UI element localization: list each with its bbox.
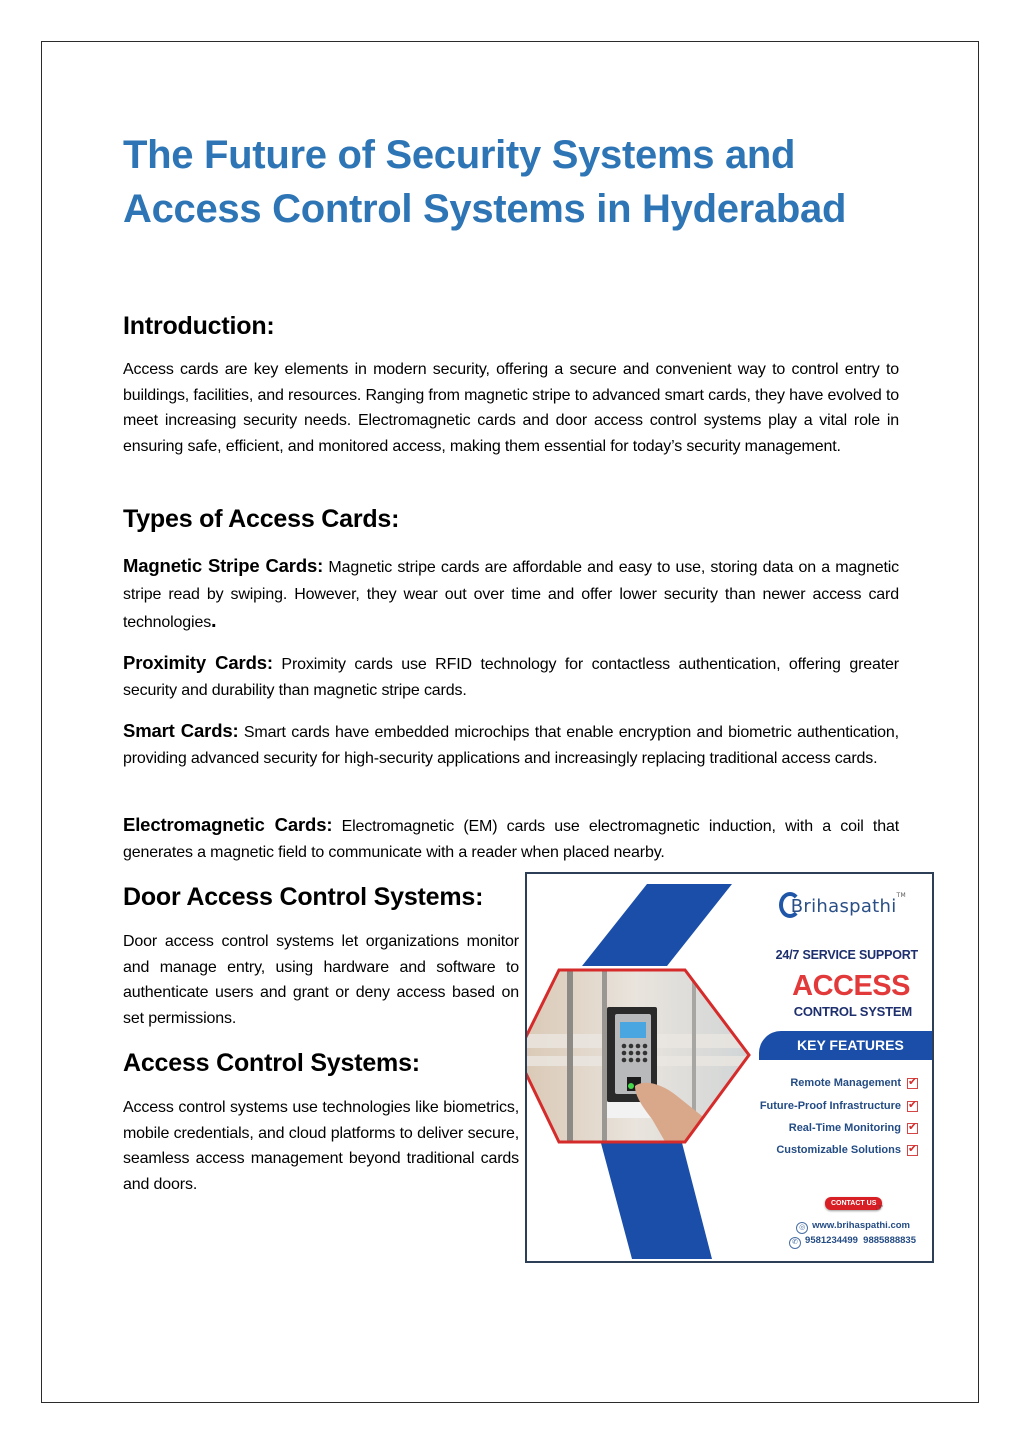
checkbox-checked-icon <box>907 1123 918 1134</box>
feature-item <box>790 1077 918 1089</box>
card-type-text: Magnetic stripe cards are affordable and easy to use, storing data on a magnetic stripe read by swiping. However, they wear out over time and offer lower security than newer access card technologies <box>123 559 899 631</box>
types-heading: Types of Access Cards: <box>123 505 400 533</box>
globe-icon: ◎ <box>796 1222 808 1234</box>
card-type-text: Electromagnetic (EM) cards use electromagnetic induction, with a coil that generates a magnetic field to communicate with a reader when placed nearby. <box>123 818 899 861</box>
feature-item <box>760 1100 918 1112</box>
logo-text: Brihaspathi <box>790 896 897 917</box>
checkbox-checked-icon <box>907 1145 918 1156</box>
checkbox-checked-icon <box>907 1078 918 1089</box>
phone-text: 9581234499 9885888835 <box>805 1235 916 1246</box>
feature-item <box>776 1144 918 1156</box>
feature-label: Future-Proof Infrastructure <box>759 1100 901 1112</box>
access-control-body: Access control systems use technologies like biometrics, mobile credentials, and cloud platforms to deliver secure, seamless access management beyond traditional cards and doors. <box>123 1099 519 1193</box>
door-access-body: Door access control systems let organizations monitor and manage entry, using hardware and software to authenticate users and grant or deny access based on set permissions. <box>123 933 519 1027</box>
checkbox-checked-icon <box>907 1101 918 1112</box>
access-control-heading: Access Control Systems: <box>123 1049 420 1077</box>
card-type-smart <box>123 718 899 771</box>
feature-label: Real-Time Monitoring <box>788 1122 901 1134</box>
hand-cursor-icon: ☞ <box>875 1203 884 1214</box>
key-features-banner: KEY FEATURES <box>759 1031 934 1060</box>
website-line <box>796 1220 910 1234</box>
feature-label: Customizable Solutions <box>776 1144 901 1156</box>
introduction-body: Access cards are key elements in modern security, offering a secure and convenient way to control entry to buildings, facilities, and resources. Ranging from magnetic stripe to advanced smart cards, they have evolved to meet increasing security needs. Electromagnetic cards and door access control systems play a vital role in ensuring safe, efficient, and monitored access, making them essential for today’s security management. <box>123 361 899 455</box>
phone-icon: ✆ <box>789 1237 801 1249</box>
title-line-2: Access Control Systems in Hyderabad <box>123 187 847 231</box>
card-type-label: Magnetic Stripe Cards: <box>123 555 324 576</box>
ad-subheadline: CONTROL SYSTEM <box>793 1004 912 1019</box>
ad-headline: ACCESS <box>792 970 910 1002</box>
card-type-proximity <box>123 650 899 703</box>
card-type-electromagnetic <box>123 812 899 865</box>
title-line-1: The Future of Security Systems and <box>123 133 796 177</box>
door-access-heading: Door Access Control Systems: <box>123 883 484 911</box>
contact-us-button: CONTACT US <box>825 1197 882 1210</box>
brihaspathi-logo <box>779 892 906 918</box>
feature-label: Remote Management <box>790 1077 901 1089</box>
door-photo <box>527 970 757 1145</box>
service-support-label: 24/7 SERVICE SUPPORT <box>775 948 918 962</box>
document-title <box>123 128 903 236</box>
website-text: www.brihaspathi.com <box>812 1220 910 1231</box>
card-type-label: Electromagnetic Cards: <box>123 814 333 835</box>
card-type-label: Proximity Cards: <box>123 652 273 673</box>
introduction-heading: Introduction: <box>123 312 275 340</box>
logo-trademark: TM <box>896 892 906 899</box>
brihaspathi-ad-image <box>525 872 934 1263</box>
card-type-text: Proximity cards use RFID technology for contactless authentication, offering greater security and durability than magnetic stripe cards. <box>123 656 899 699</box>
feature-item <box>789 1122 918 1134</box>
blue-stripe-top <box>582 884 732 966</box>
card-type-suffix: . <box>211 610 217 632</box>
phone-line <box>789 1235 916 1249</box>
card-type-magnetic <box>123 553 899 637</box>
card-type-label: Smart Cards: <box>123 720 239 741</box>
card-type-text: Smart cards have embedded microchips that enable encryption and biometric authentication, providing advanced security for high-security applications and increasingly replacing traditional access cards. <box>123 724 899 767</box>
